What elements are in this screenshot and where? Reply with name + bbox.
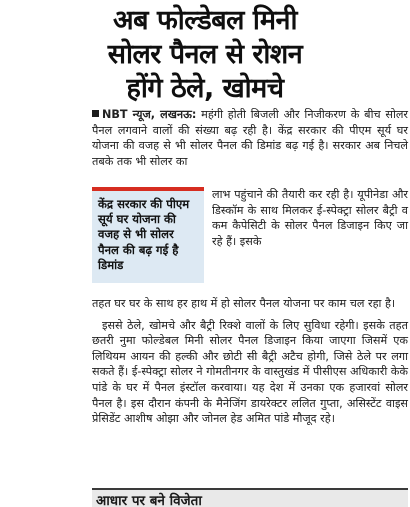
right-column-text: लाभ पहुंचाने की तैयारी कर रही है। यूपीनेडा और डिस्कॉम के साथ मिलकर ई-स्पेक्ट्रा सोलर बैट्री व कम कैपेसिटी के सोलर पैनल डिजाइन किए जा रहे हैं। इसके: [212, 188, 408, 248]
headline: [0, 4, 410, 106]
pull-quote-text: केंद्र सरकार की पीएम सूर्य घर योजना की वजह से भी सोलर पैनल की बढ़ गई है डिमांड: [98, 197, 190, 272]
headline-line-2: सोलर पैनल से रोशन: [107, 39, 303, 70]
dateline: NBT न्यूज, लखनऊ:: [102, 108, 197, 121]
sub-headline: [92, 488, 408, 507]
headline-line-1: अब फोल्डेबल मिनी: [113, 5, 297, 36]
sub-headline-text: आधार पर बने विजेता: [96, 493, 202, 507]
intro-paragraph: [92, 107, 408, 169]
article-right-column: [212, 187, 408, 249]
continuation-text: तहत घर घर के साथ हर हाथ में हो सोलर पैनल योजना पर काम चल रहा है।: [92, 297, 396, 310]
article-body: [92, 296, 408, 427]
bullet-icon: [92, 110, 99, 117]
intro-text: महंगी होती बिजली और निजीकरण के बीच सोलर पैनल लगवाने वालों की संख्या बढ़ रही है। केंद्र सरकार की पीएम सूर्य घर योजना की वजह से भी सोलर पैनल की डिमांड बढ़ गई है। सरकार अब निचले तबके तक भी सोलर का: [92, 108, 408, 168]
paragraph-2: इससे ठेले, खोमचे और बैट्री रिक्शे वालों के लिए सुविधा रहेगी। इसके तहत छतरी नुमा फोल्डेबल मिनी सोलर पैनल डिजाइन किया जाएगा जिसमें एक लिथियम आयन की हल्की और छोटी सी बैट्री अटैच होगी, जिसे ठेले पर लगा सकते हैं। ई-स्पेक्ट्रा सोलर ने गोमतीनगर के वास्तुखंड में पीसीएस अधिकारी केके पांडे के घर में पैनल इंस्टॉल करवाया। यह देश में उनका एक हजारवां सोलर पैनल है। इस दौरान कंपनी के मैनेजिंग डायरेक्टर ललित गुप्ता, असिस्टेंट वाइस प्रेसिडेंट आशीष ओझा और जोनल हेड अमित पांडे मौजूद रहे।: [92, 318, 408, 426]
pull-quote: [92, 187, 204, 283]
headline-line-3: होंगे ठेले, खोमचे: [126, 73, 284, 104]
article-intro: [92, 107, 408, 169]
